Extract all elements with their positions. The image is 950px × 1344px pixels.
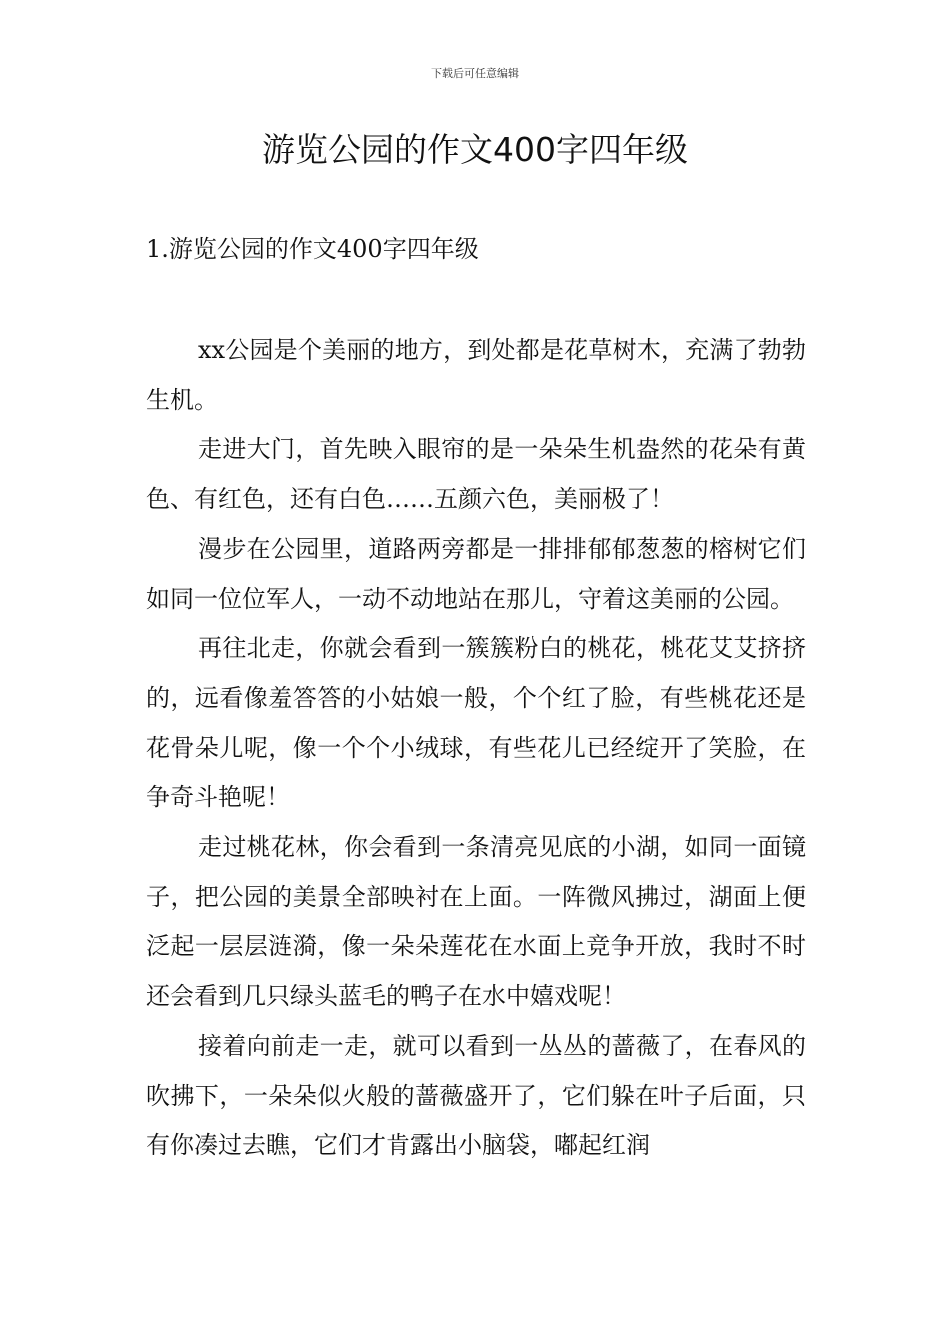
paragraph-6: 接着向前走一走，就可以看到一丛丛的蔷薇了，在春风的吹拂下，一朵朵似火般的蔷薇盛开了，它们躲在叶子后面，只有你凑过去瞧，它们才肯露出小脑袋，嘟起红润: [146, 1031, 806, 1160]
paragraph-3: 漫步在公园里，道路两旁都是一排排郁郁葱葱的榕树它们如同一位位军人，一动不动地站在那儿，守着这美丽的公园。: [146, 534, 806, 613]
header-note: 下载后可任意编辑: [431, 67, 519, 80]
document-title: 游览公园的作文400字四年级: [262, 130, 688, 169]
paragraph-1: xx公园是个美丽的地方，到处都是花草树木，充满了勃勃生机。: [146, 336, 806, 414]
paragraph-4: 再往北走，你就会看到一簇簇粉白的桃花，桃花艾艾挤挤的，远看像羞答答的小姑娘一般，个个红了脸，有些桃花还是花骨朵儿呢，像一个个小绒球，有些花儿已经绽开了笑脸，在争奇斗艳呢！: [146, 634, 806, 812]
essay-body: [146, 326, 806, 1171]
paragraph-5: 走过桃花林，你会看到一条清亮见底的小湖，如同一面镜子，把公园的美景全部映衬在上面。一阵微风拂过，湖面上便泛起一层层涟漪，像一朵朵莲花在水面上竞争开放，我时不时还会看到几只绿头蓝毛的鸭子在水中嬉戏呢！: [146, 833, 806, 1011]
section-heading: 1.游览公园的作文400字四年级: [146, 235, 479, 263]
paragraph-2: 走进大门，首先映入眼帘的是一朵朵生机盎然的花朵有黄色、有红色，还有白色……五颜六色，美丽极了！: [146, 435, 806, 514]
